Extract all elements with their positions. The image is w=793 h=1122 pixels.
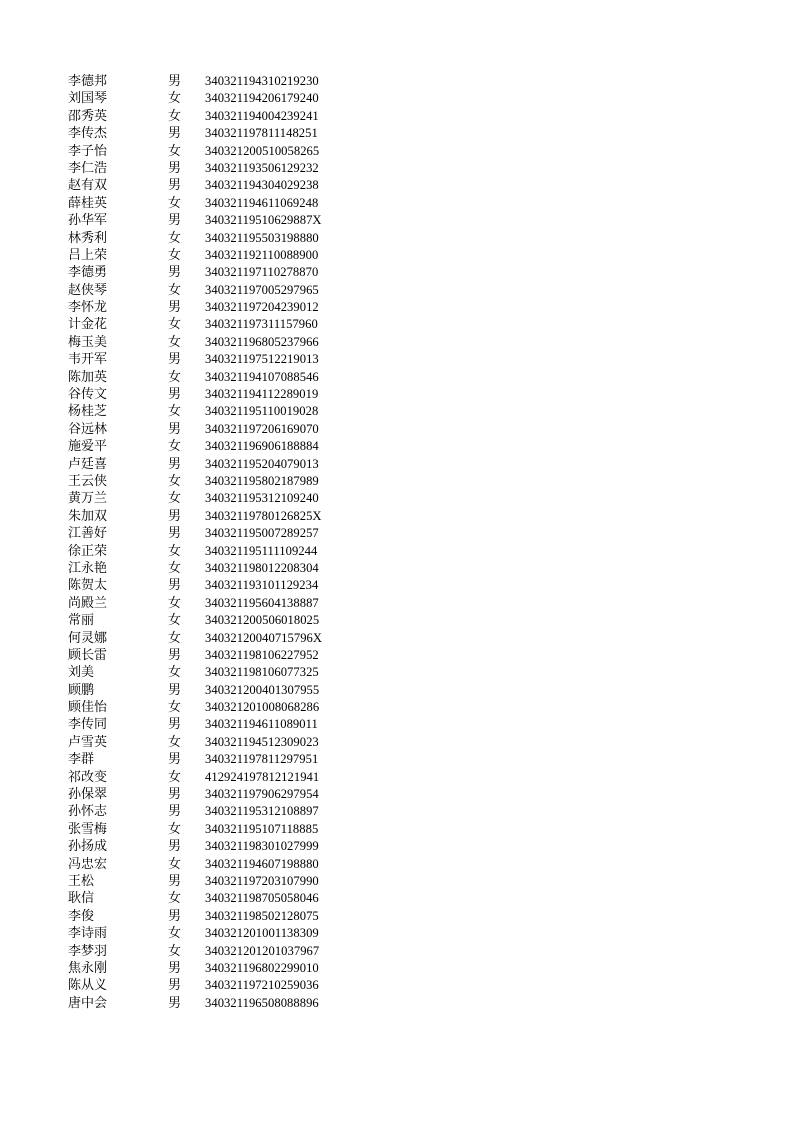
person-id-number: 340321194304029238 [205,178,319,193]
person-id-number: 340321197811148251 [205,126,318,141]
table-row [68,577,368,594]
person-id-number: 340321194512309023 [205,734,319,749]
person-name: 王云侠 [68,473,108,489]
table-row [68,299,368,316]
table-row [68,282,368,299]
person-id-number: 340321197311157960 [205,317,318,332]
person-id-number: 340321194607198880 [205,856,319,871]
table-row [68,264,368,281]
person-name: 杨桂芝 [68,404,108,420]
person-id-number: 340321200506018025 [205,613,320,628]
person-gender: 女 [168,91,182,107]
person-gender: 男 [168,126,182,142]
person-name: 李子怡 [68,143,108,159]
person-name: 焦永刚 [68,960,108,976]
table-row [68,977,368,994]
person-name: 江善好 [68,526,108,542]
table-row [68,143,368,160]
person-id-number: 340321194112289019 [205,387,319,402]
person-gender: 男 [168,508,182,524]
roster-list [68,73,368,1012]
person-id-number: 340321201008068286 [205,700,320,715]
table-row [68,821,368,838]
person-gender: 女 [168,473,182,489]
person-gender: 女 [168,491,182,507]
person-name: 常丽 [68,613,95,629]
person-name: 顾佳怡 [68,700,108,716]
person-name: 朱加双 [68,508,108,524]
person-gender: 女 [168,856,182,872]
person-id-number: 340321197204239012 [205,300,319,315]
person-name: 江永艳 [68,560,108,576]
person-id-number: 340321195604138887 [205,595,319,610]
table-row [68,490,368,507]
person-id-number: 340321195312109240 [205,491,319,506]
person-name: 张雪梅 [68,821,108,837]
table-row [68,334,368,351]
person-name: 薛桂英 [68,195,108,211]
person-name: 李诗雨 [68,926,108,942]
person-id-number: 340321194206179240 [205,91,319,106]
person-id-number: 340321194310219230 [205,74,319,88]
person-gender: 男 [168,960,182,976]
table-row [68,195,368,212]
table-row [68,351,368,368]
person-gender: 男 [168,300,182,316]
table-row [68,838,368,855]
person-id-number: 34032120040715796X [205,630,323,645]
person-gender: 男 [168,717,182,733]
person-gender: 男 [168,804,182,820]
table-row [68,856,368,873]
person-gender: 男 [168,526,182,542]
table-row [68,403,368,420]
person-gender: 男 [168,908,182,924]
table-row [68,90,368,107]
person-name: 李传同 [68,717,108,733]
person-name: 李德邦 [68,74,108,89]
table-row [68,125,368,142]
person-name: 谷传文 [68,387,108,403]
table-row [68,369,368,386]
person-gender: 女 [168,560,182,576]
person-gender: 女 [168,195,182,211]
table-row [68,630,368,647]
person-id-number: 340321195312108897 [205,804,319,819]
person-id-number: 340321201001138309 [205,926,319,941]
person-gender: 女 [168,282,182,298]
person-name: 王松 [68,873,95,889]
person-gender: 男 [168,213,182,229]
table-row [68,212,368,229]
person-gender: 女 [168,734,182,750]
person-id-number: 340321195111109244 [205,543,318,558]
person-gender: 男 [168,682,182,698]
person-name: 孙怀志 [68,804,108,820]
person-name: 陈加英 [68,369,108,385]
table-row [68,612,368,629]
person-name: 谷远林 [68,421,108,437]
table-row [68,960,368,977]
table-row [68,699,368,716]
person-gender: 男 [168,787,182,803]
person-name: 李群 [68,752,95,768]
table-row [68,438,368,455]
person-name: 李俊 [68,908,95,924]
person-id-number: 340321192110088900 [205,247,319,262]
person-id-number: 340321195007289257 [205,526,319,541]
person-gender: 男 [168,387,182,403]
person-gender: 男 [168,647,182,663]
person-gender: 男 [168,839,182,855]
table-row [68,716,368,733]
person-name: 刘美 [68,665,95,681]
table-row [68,508,368,525]
person-name: 李传杰 [68,126,108,142]
table-row [68,473,368,490]
person-gender: 女 [168,317,182,333]
person-id-number: 340321194611069248 [205,195,319,210]
person-name: 耿信 [68,891,95,907]
person-gender: 女 [168,334,182,350]
person-name: 顾鹏 [68,682,95,698]
person-id-number: 340321196906188884 [205,439,319,454]
person-id-number: 340321198106077325 [205,665,319,680]
person-name: 孙扬成 [68,839,108,855]
person-name: 刘国琴 [68,91,108,107]
table-row [68,386,368,403]
table-row [68,890,368,907]
person-name: 何灵娜 [68,630,108,646]
table-row [68,908,368,925]
person-id-number: 340321196805237966 [205,334,319,349]
person-name: 林秀利 [68,230,108,246]
person-id-number: 340321195204079013 [205,456,319,471]
table-row [68,664,368,681]
person-id-number: 340321193506129232 [205,160,319,175]
person-id-number: 340321198106227952 [205,647,319,662]
table-row [68,734,368,751]
person-gender: 女 [168,630,182,646]
table-row [68,230,368,247]
table-row [68,177,368,194]
person-id-number: 340321194611089011 [205,717,318,732]
person-name: 卢廷喜 [68,456,108,472]
person-gender: 女 [168,369,182,385]
person-gender: 男 [168,456,182,472]
person-gender: 女 [168,926,182,942]
person-gender: 男 [168,978,182,994]
person-name: 李仁浩 [68,160,108,176]
person-id-number: 340321197005297965 [205,282,319,297]
table-row [68,560,368,577]
person-name: 卢雪英 [68,734,108,750]
person-id-number: 340321194004239241 [205,108,319,123]
person-name: 祁改变 [68,769,108,785]
person-gender: 男 [168,160,182,176]
person-gender: 男 [168,995,182,1011]
person-id-number: 340321197110278870 [205,265,319,280]
table-row [68,769,368,786]
person-name: 施爱平 [68,439,108,455]
person-name: 李怀龙 [68,300,108,316]
person-gender: 女 [168,543,182,559]
person-name: 顾长雷 [68,647,108,663]
person-gender: 女 [168,247,182,263]
person-name: 孙华军 [68,213,108,229]
person-gender: 女 [168,769,182,785]
person-id-number: 340321195107118885 [205,821,319,836]
table-row [68,525,368,542]
person-gender: 女 [168,613,182,629]
table-row [68,456,368,473]
person-id-number: 340321198301027999 [205,839,319,854]
table-row [68,316,368,333]
table-row [68,160,368,177]
person-gender: 男 [168,578,182,594]
person-id-number: 340321195110019028 [205,404,319,419]
person-id-number: 34032119780126825X [205,508,322,523]
person-gender: 女 [168,943,182,959]
person-name: 唐中会 [68,995,108,1011]
person-name: 陈贺太 [68,578,108,594]
person-gender: 女 [168,230,182,246]
person-id-number: 340321197210259036 [205,978,319,993]
table-row [68,543,368,560]
person-id-number: 340321196802299010 [205,960,319,975]
person-gender: 女 [168,108,182,124]
person-gender: 女 [168,891,182,907]
person-name: 赵有双 [68,178,108,194]
person-id-number: 412924197812121941 [205,769,320,784]
person-name: 吕上荣 [68,247,108,263]
person-gender: 男 [168,265,182,281]
person-name: 尚殿兰 [68,595,108,611]
person-id-number: 340321201201037967 [205,943,320,958]
person-gender: 女 [168,700,182,716]
person-gender: 男 [168,352,182,368]
person-id-number: 340321200510058265 [205,143,320,158]
person-id-number: 340321196508088896 [205,995,319,1010]
person-name: 徐正荣 [68,543,108,559]
person-id-number: 340321198502128075 [205,908,319,923]
person-name: 赵侠琴 [68,282,108,298]
person-id-number: 340321200401307955 [205,682,320,697]
table-row [68,803,368,820]
person-id-number: 340321197906297954 [205,787,319,802]
person-name: 邵秀英 [68,108,108,124]
person-gender: 女 [168,665,182,681]
person-name: 李梦羽 [68,943,108,959]
table-row [68,247,368,264]
table-row [68,943,368,960]
person-name: 李德勇 [68,265,108,281]
table-row [68,995,368,1012]
table-row [68,682,368,699]
person-name: 孙保翠 [68,787,108,803]
person-gender: 男 [168,178,182,194]
person-name: 冯忠宏 [68,856,108,872]
person-name: 梅玉美 [68,334,108,350]
table-row [68,786,368,803]
person-id-number: 340321197206169070 [205,421,319,436]
person-id-number: 340321194107088546 [205,369,319,384]
person-gender: 女 [168,143,182,159]
person-gender: 女 [168,821,182,837]
person-id-number: 340321193101129234 [205,578,319,593]
person-gender: 男 [168,421,182,437]
person-gender: 男 [168,752,182,768]
person-gender: 女 [168,595,182,611]
person-name: 计金花 [68,317,108,333]
person-id-number: 340321197203107990 [205,873,319,888]
person-gender: 男 [168,873,182,889]
person-gender: 男 [168,74,182,89]
table-row [68,647,368,664]
table-row [68,108,368,125]
person-id-number: 34032119510629887X [205,213,322,228]
person-name: 陈从义 [68,978,108,994]
person-id-number: 340321195503198880 [205,230,319,245]
person-id-number: 340321198705058046 [205,891,319,906]
person-id-number: 340321197512219013 [205,352,319,367]
table-row [68,751,368,768]
person-gender: 女 [168,439,182,455]
table-row [68,73,368,90]
table-row [68,595,368,612]
table-row [68,873,368,890]
table-row [68,421,368,438]
person-name: 韦开军 [68,352,108,368]
person-name: 黄万兰 [68,491,108,507]
person-id-number: 340321198012208304 [205,560,319,575]
table-row [68,925,368,942]
person-id-number: 340321195802187989 [205,473,319,488]
person-id-number: 340321197811297951 [205,752,319,767]
person-gender: 女 [168,404,182,420]
